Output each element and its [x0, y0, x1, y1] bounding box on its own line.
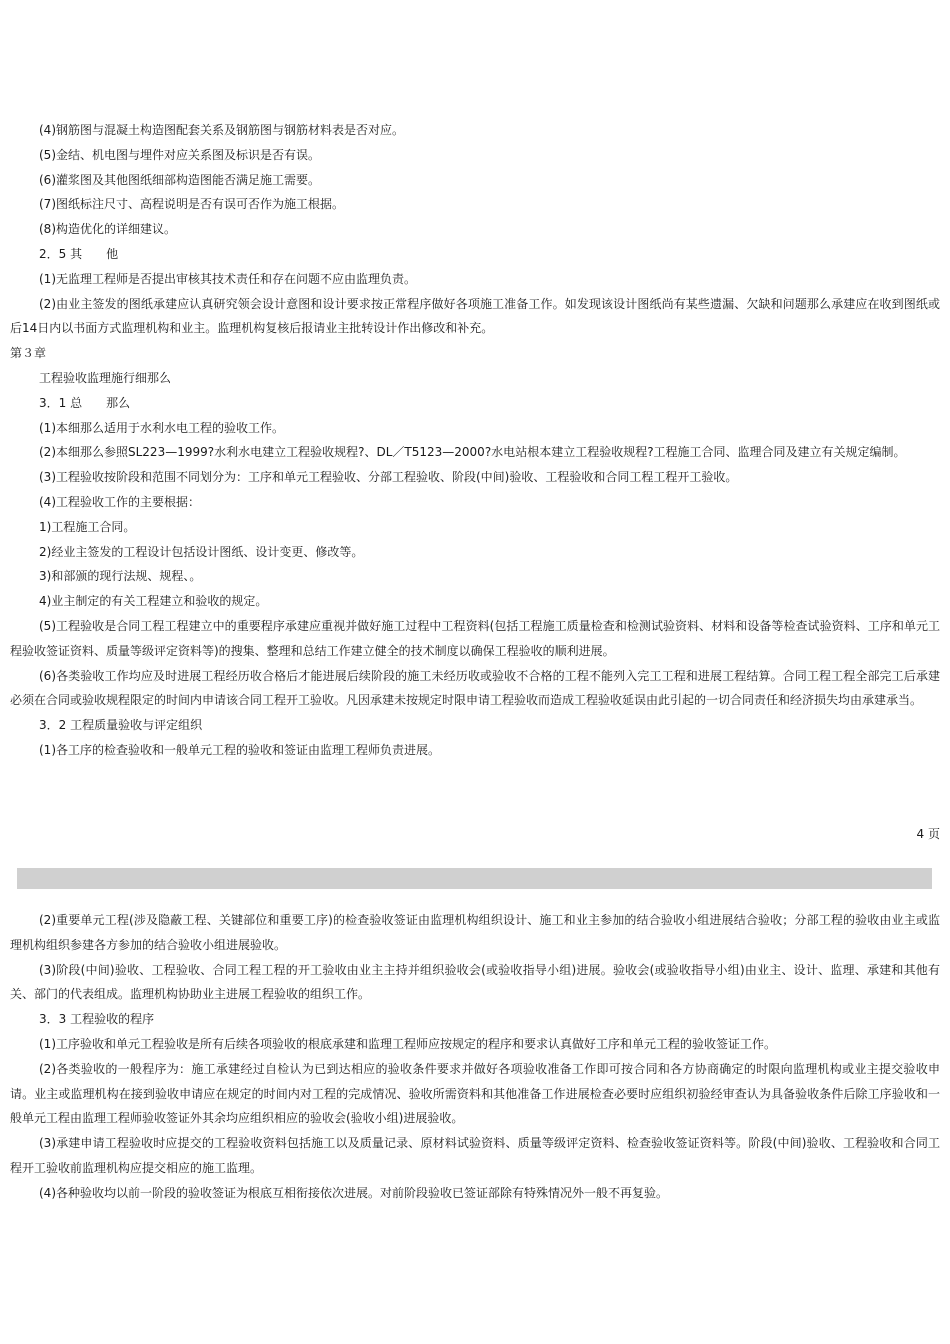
document-page-1 — [0, 118, 950, 763]
list-item: 2)经业主签发的工程设计包括设计图纸、设计变更、修改等。 — [39, 544, 364, 559]
section-heading: 3．2 工程质量验收与评定组织 — [39, 718, 203, 733]
page-number: 4 页 — [916, 827, 940, 841]
section-heading: 3．1 总 那么 — [39, 395, 131, 410]
paragraph: (2)各类验收的一般程序为：施工承建经过自检认为已到达相应的验收条件要求并做好各项验收准备工作即可按合同和各方协商确定的时限向监理机构或业主提交验收申请。业主或监理机构在接到验收申请应在规定的时间内对工程的完成情况、验收所需资料和其他准备工作进展检查必要时应组织初验经审查认为具备验收条件后除工序验收和一般单元工程由监理工程师验收签证外其余均应组织相应的验收会(验收小组)进展验收。 — [10, 1061, 940, 1126]
chapter-heading: 第３章 — [10, 346, 47, 361]
paragraph: (6)各类验收工作均应及时进展工程经历收合格后才能进展后续阶段的施工未经历收或验收不合格的工程不能列入完工工程和进展工程结算。合同工程工程全部完工后承建必须在合同或验收规程限定的时间内申请该合同工程开工验收。凡因承建未按规定时限申请工程验收而造成工程验收延误由此引起的一切合同责任和经济损失均由承建承当。 — [10, 668, 940, 708]
paragraph: (8)构造优化的详细建议。 — [39, 222, 176, 237]
list-item: 3)和部颁的现行法规、规程、。 — [39, 569, 202, 584]
paragraph: (2)重要单元工程(涉及隐蔽工程、关键部位和重要工序)的检查验收签证由监理机构组织设计、施工和业主参加的结合验收小组进展结合验收；分部工程的验收由业主或监理机构组织参建各方参加的结合验收小组进展验收。 — [10, 913, 940, 952]
paragraph: (3)承建申请工程验收时应提交的工程验收资料包括施工以及质量记录、原材料试验资料、质量等级评定资料、检查验收签证资料等。阶段(中间)验收、工程验收和合同工程开工验收前监理机构应提交相应的施工监理。 — [10, 1136, 940, 1175]
chapter-title: 工程验收监理施行细那么 — [39, 370, 172, 385]
paragraph: (4)工程验收工作的主要根据： — [39, 494, 200, 509]
paragraph: (4)各种验收均以前一阶段的验收签证为根底互相衔接依次进展。对前阶段验收已签证部除有特殊情况外一般不再复验。 — [39, 1185, 669, 1200]
section-heading: 2．5 其 他 — [39, 246, 119, 261]
paragraph: (7)图纸标注尺寸、高程说明是否有误可否作为施工根据。 — [39, 197, 345, 212]
paragraph: (6)灌浆图及其他图纸细部构造图能否满足施工需要。 — [39, 172, 321, 187]
section-heading: 3．3 工程验收的程序 — [39, 1012, 155, 1027]
paragraph: (1)无监理工程师是否提出审核其技术责任和存在问题不应由监理负责。 — [39, 271, 417, 286]
paragraph: (3)工程验收按阶段和范围不同划分为：工序和单元工程验收、分部工程验收、阶段(中间)验收、工程验收和合同工程工程开工验收。 — [39, 470, 738, 485]
paragraph: (2)本细那么参照SL223—1999?水利水电建立工程验收规程?、DL／T5123—2000?水电站根本建立工程验收规程?工程施工合同、监理合同及建立有关规定编制。 — [39, 445, 906, 460]
page-separator — [17, 868, 932, 889]
paragraph: (2)由业主签发的图纸承建应认真研究领会设计意图和设计要求按正常程序做好各项施工准备工作。如发现该设计图纸尚有某些遗漏、欠缺和问题那么承建应在收到图纸或后14日内以书面方式监理机构和业主。监理机构复核后报请业主批转设计作出修改和补充。 — [10, 296, 940, 336]
list-item: 4)业主制定的有关工程建立和验收的规定。 — [39, 594, 268, 609]
document-page-2 — [0, 908, 950, 1206]
paragraph: (1)工序验收和单元工程验收是所有后续各项验收的根底承建和监理工程师应按规定的程序和要求认真做好工序和单元工程的验收签证工作。 — [39, 1036, 777, 1051]
list-item: 1)工程施工合同。 — [39, 519, 136, 534]
paragraph: (5)金结、机电图与埋件对应关系图及标识是否有误。 — [39, 147, 321, 162]
paragraph: (4)钢筋图与混凝土构造图配套关系及钢筋图与钢筋材料表是否对应。 — [39, 123, 405, 137]
paragraph: (1)各工序的检查验收和一般单元工程的验收和签证由监理工程师负责进展。 — [39, 742, 441, 757]
paragraph: (3)阶段(中间)验收、工程验收、合同工程工程的开工验收由业主主持并组织验收会(或验收指导小组)进展。验收会(或验收指导小组)由业主、设计、监理、承建和其他有关、部门的代表组成。监理机构协助业主进展工程验收的组织工作。 — [10, 962, 940, 1002]
paragraph: (1)本细那么适用于水利水电工程的验收工作。 — [39, 420, 284, 435]
paragraph: (5)工程验收是合同工程工程建立中的重要程序承建应重视并做好施工过程中工程资料(包括工程施工质量检查和检测试验资料、材料和设备等检查试验资料、工序和单元工程验收签证资料、质量等级评定资料等)的搜集、整理和总结工作建立健全的技术制度以确保工程验收的顺利进展。 — [10, 618, 940, 658]
